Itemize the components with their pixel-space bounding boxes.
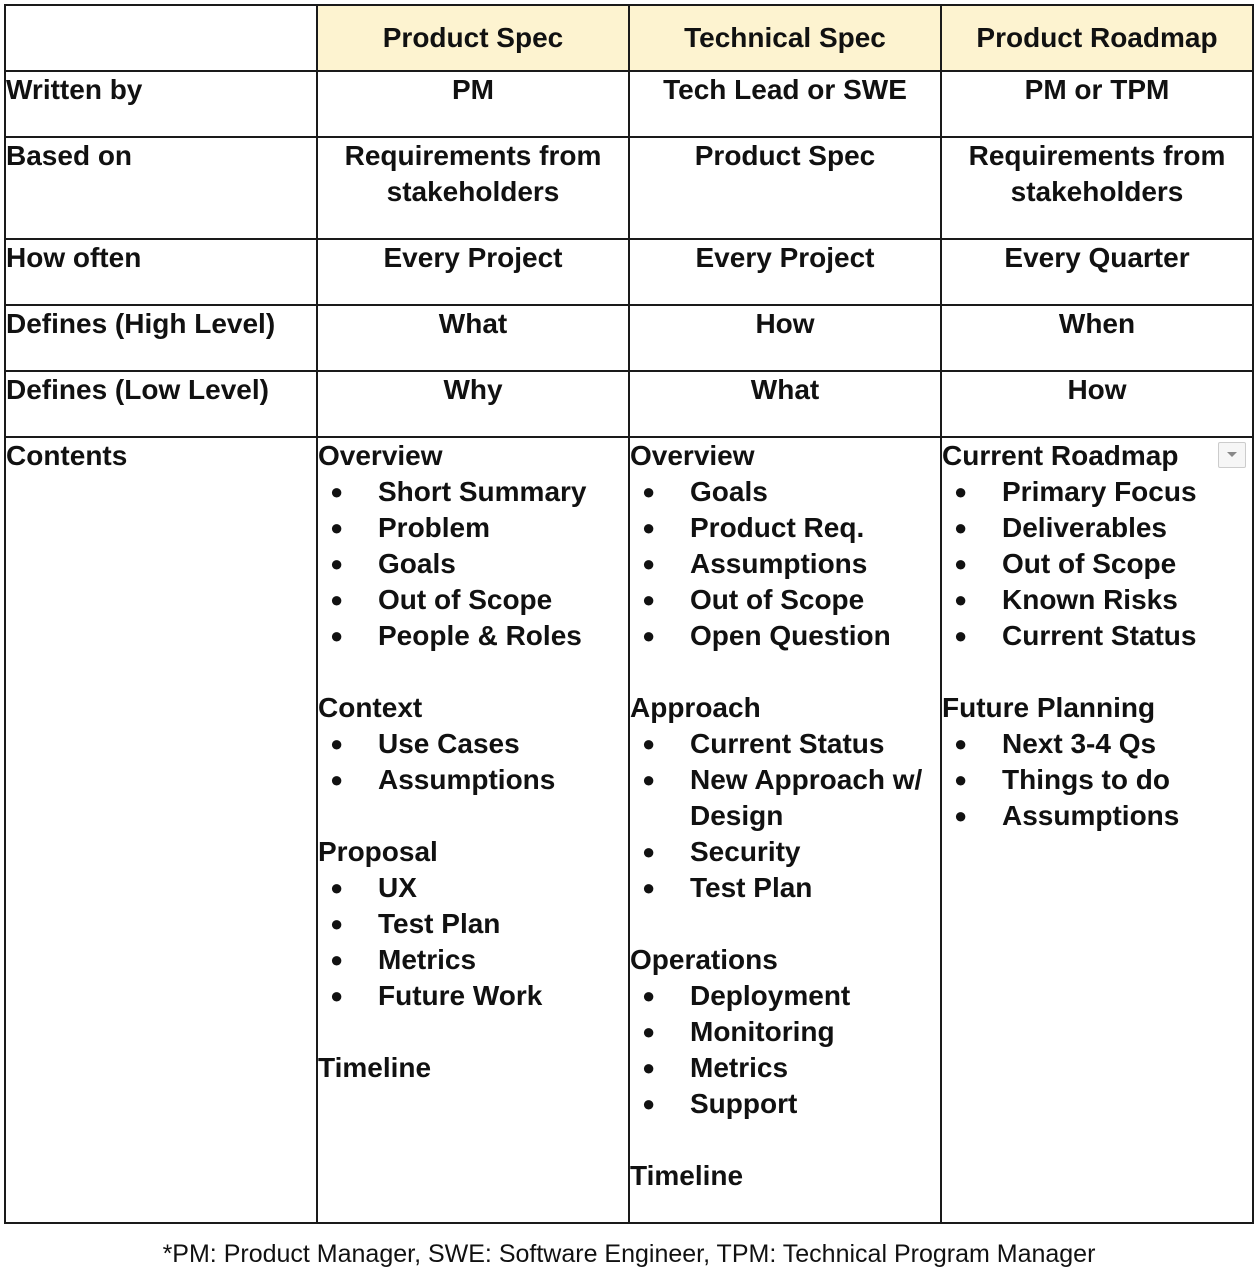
bullet-icon: ● — [954, 767, 968, 792]
list-item-label: Short Summary — [378, 476, 587, 507]
list-item — [318, 942, 628, 978]
list-item — [942, 798, 1252, 834]
footnote: *PM: Product Manager, SWE: Software Engineer, TPM: Technical Program Manager — [162, 1240, 1096, 1268]
section-title: Current Roadmap — [942, 440, 1179, 471]
section-title: Timeline — [318, 1052, 432, 1083]
column-header-technical-spec: Technical Spec — [629, 5, 941, 71]
cell-value: Every Quarter — [941, 239, 1253, 305]
bullet-icon: ● — [330, 947, 344, 972]
section-title: Proposal — [318, 836, 438, 867]
list-item-label: Metrics — [378, 944, 477, 975]
list-item-label: Out of Scope — [1002, 548, 1177, 579]
list-item-label: Primary Focus — [1002, 476, 1197, 507]
bullet-list — [942, 726, 1252, 834]
contents-section — [318, 690, 628, 798]
cell-value: Requirements from stakeholders — [317, 137, 629, 239]
list-item — [318, 762, 628, 798]
list-item-label: Assumptions — [690, 548, 868, 579]
cell-value: PM — [317, 71, 629, 137]
comparison-table — [4, 4, 1254, 1224]
cell-value: What — [317, 305, 629, 371]
bullet-icon: ● — [642, 839, 656, 864]
cell-value: Requirements from stakeholders — [941, 137, 1253, 239]
list-item — [630, 510, 940, 546]
list-item-label: Problem — [378, 512, 491, 543]
list-item — [942, 582, 1252, 618]
list-item — [318, 870, 628, 906]
bullet-list — [942, 474, 1252, 654]
bullet-icon: ● — [330, 875, 344, 900]
cell-value: What — [629, 371, 941, 437]
section-title: Future Planning — [942, 692, 1156, 723]
list-item — [318, 546, 628, 582]
list-item — [318, 978, 628, 1014]
corner-cell — [5, 5, 317, 71]
list-item-label: Deployment — [690, 980, 851, 1011]
list-item — [318, 618, 628, 654]
list-item — [630, 474, 940, 510]
contents-section — [630, 438, 940, 654]
contents-section — [318, 1050, 628, 1086]
list-item — [318, 474, 628, 510]
cell-value: Every Project — [629, 239, 941, 305]
row-label: How often — [5, 239, 317, 305]
bullet-icon: ● — [642, 983, 656, 1008]
list-item-label: Goals — [690, 476, 768, 507]
bullet-icon: ● — [330, 911, 344, 936]
bullet-icon: ● — [954, 587, 968, 612]
section-title: Overview — [630, 440, 755, 471]
contents-section — [318, 438, 628, 654]
list-item-label: Future Work — [378, 980, 543, 1011]
list-item-label: Known Risks — [1002, 584, 1178, 615]
bullet-icon: ● — [330, 515, 344, 540]
list-item — [942, 618, 1252, 654]
list-item-label: Goals — [378, 548, 456, 579]
bullet-icon: ● — [642, 1055, 656, 1080]
cell-value: How — [629, 305, 941, 371]
list-item-label: Things to do — [1002, 764, 1170, 795]
bullet-icon: ● — [954, 479, 968, 504]
row-label: Based on — [5, 137, 317, 239]
row-label: Defines (Low Level) — [5, 371, 317, 437]
bullet-icon: ● — [330, 983, 344, 1008]
row-label: Defines (High Level) — [5, 305, 317, 371]
row-label: Contents — [5, 437, 317, 1223]
list-item-label: New Approach w/ Design — [690, 764, 923, 831]
list-item-label: Test Plan — [378, 908, 501, 939]
list-item — [630, 834, 940, 870]
list-item — [630, 582, 940, 618]
bullet-icon: ● — [954, 551, 968, 576]
list-item-label: People & Roles — [378, 620, 582, 651]
section-title: Timeline — [630, 1160, 744, 1191]
cell-value: Every Project — [317, 239, 629, 305]
cell-value: Tech Lead or SWE — [629, 71, 941, 137]
list-item-label: UX — [378, 872, 417, 903]
list-item — [318, 726, 628, 762]
list-item — [942, 762, 1252, 798]
list-item-label: Open Question — [690, 620, 891, 651]
row-how-often — [5, 239, 1253, 305]
list-item-label: Support — [690, 1088, 798, 1119]
bullet-icon: ● — [642, 587, 656, 612]
list-item — [318, 510, 628, 546]
bullet-list — [318, 870, 628, 1014]
list-item — [942, 510, 1252, 546]
list-item-label: Product Req. — [690, 512, 865, 543]
row-contents — [5, 437, 1253, 1223]
list-item-label: Security — [690, 836, 801, 867]
list-item-label: Current Status — [690, 728, 885, 759]
cell-value: Why — [317, 371, 629, 437]
list-item — [318, 582, 628, 618]
bullet-icon: ● — [642, 767, 656, 792]
list-item — [630, 618, 940, 654]
cell-value: PM or TPM — [941, 71, 1253, 137]
list-item — [942, 726, 1252, 762]
list-item — [318, 906, 628, 942]
bullet-icon: ● — [954, 731, 968, 756]
bullet-icon: ● — [642, 731, 656, 756]
bullet-icon: ● — [642, 1091, 656, 1116]
row-defines-low-level — [5, 371, 1253, 437]
bullet-list — [630, 726, 940, 906]
contents-cell-technical-spec — [629, 437, 941, 1223]
bullet-icon: ● — [330, 731, 344, 756]
list-item — [942, 474, 1252, 510]
list-item — [630, 978, 940, 1014]
cell-value: When — [941, 305, 1253, 371]
bullet-icon: ● — [642, 875, 656, 900]
row-label: Written by — [5, 71, 317, 137]
contents-cell-product-roadmap — [941, 437, 1253, 1223]
row-defines-high-level — [5, 305, 1253, 371]
header-row — [5, 5, 1253, 71]
list-item-label: Metrics — [690, 1052, 789, 1083]
contents-section — [318, 834, 628, 1014]
list-item — [630, 870, 940, 906]
row-written-by — [5, 71, 1253, 137]
contents-section — [942, 690, 1252, 834]
bullet-list — [318, 474, 628, 654]
cell-value: Product Spec — [629, 137, 941, 239]
list-item-label: Assumptions — [1002, 800, 1180, 831]
bullet-icon: ● — [954, 623, 968, 648]
contents-section — [630, 942, 940, 1122]
bullet-list — [630, 978, 940, 1122]
row-based-on — [5, 137, 1253, 239]
section-title: Overview — [318, 440, 443, 471]
contents-section — [942, 438, 1252, 654]
list-item — [630, 1014, 940, 1050]
dropdown-arrow-icon[interactable] — [1218, 442, 1246, 468]
bullet-icon: ● — [954, 803, 968, 828]
bullet-list — [318, 726, 628, 798]
column-header-product-spec: Product Spec — [317, 5, 629, 71]
list-item — [630, 1050, 940, 1086]
bullet-icon: ● — [642, 551, 656, 576]
list-item-label: Use Cases — [378, 728, 520, 759]
contents-section — [630, 1158, 940, 1194]
section-title: Context — [318, 692, 423, 723]
section-title: Approach — [630, 692, 761, 723]
section-title: Operations — [630, 944, 778, 975]
list-item-label: Out of Scope — [378, 584, 553, 615]
column-header-product-roadmap: Product Roadmap — [941, 5, 1253, 71]
list-item-label: Test Plan — [690, 872, 813, 903]
list-item-label: Current Status — [1002, 620, 1197, 651]
list-item — [942, 546, 1252, 582]
bullet-icon: ● — [642, 479, 656, 504]
bullet-icon: ● — [642, 623, 656, 648]
list-item-label: Monitoring — [690, 1016, 835, 1047]
contents-cell-product-spec — [317, 437, 629, 1223]
bullet-icon: ● — [330, 551, 344, 576]
list-item-label: Next 3-4 Qs — [1002, 728, 1157, 759]
bullet-icon: ● — [330, 587, 344, 612]
bullet-icon: ● — [330, 479, 344, 504]
list-item — [630, 762, 940, 834]
bullet-icon: ● — [330, 767, 344, 792]
bullet-icon: ● — [642, 515, 656, 540]
bullet-icon: ● — [954, 515, 968, 540]
list-item-label: Assumptions — [378, 764, 556, 795]
bullet-icon: ● — [330, 623, 344, 648]
list-item-label: Out of Scope — [690, 584, 865, 615]
bullet-icon: ● — [642, 1019, 656, 1044]
list-item-label: Deliverables — [1002, 512, 1167, 543]
contents-section — [630, 690, 940, 906]
list-item — [630, 546, 940, 582]
bullet-list — [630, 474, 940, 654]
list-item — [630, 726, 940, 762]
list-item — [630, 1086, 940, 1122]
cell-value: How — [941, 371, 1253, 437]
